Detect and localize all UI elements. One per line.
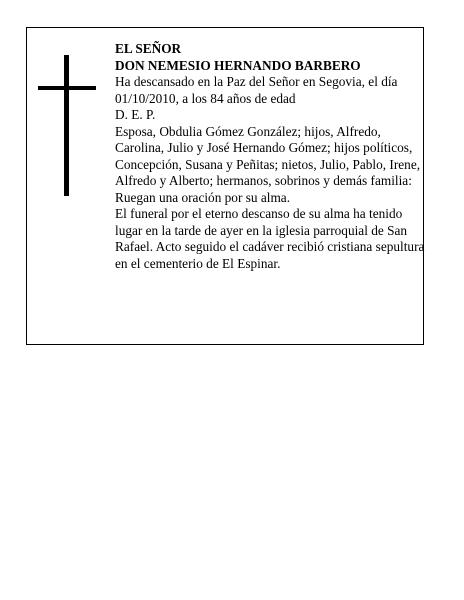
dep-abbreviation: D. E. P. [115, 107, 156, 122]
title-honorific: EL SEÑOR [115, 41, 182, 56]
family-list: Esposa, Obdulia Gómez González; hijos, Alfredo, Carolina, Julio y José Hernando Gómez; hijos políticos, Concepción, Susana y Peñitas; nietos, Julio, Pablo, Irene, Alfredo y Alberto; hermanos, sobrinos y demás familia: [115, 123, 421, 188]
funeral-info: El funeral por el eterno descanso de su alma ha tenido lugar en la tarde de ayer en la iglesia parroquial de San Rafael. Acto seguido el cadáver recibió cristiana sepultura en el cementerio de El Espinar. [115, 206, 425, 271]
obituary-notice [26, 27, 424, 345]
cross-vertical-bar [64, 55, 69, 196]
deceased-name: DON NEMESIO HERNANDO BARBERO [115, 57, 361, 73]
prayer-request: Ruegan una oración por su alma. [115, 189, 291, 205]
cross-horizontal-bar [38, 86, 96, 90]
notice-text [115, 41, 425, 272]
rest-statement: Ha descansado en la Paz del Señor en Segovia, el día 01/10/2010, a los 84 años de edad [115, 74, 398, 106]
